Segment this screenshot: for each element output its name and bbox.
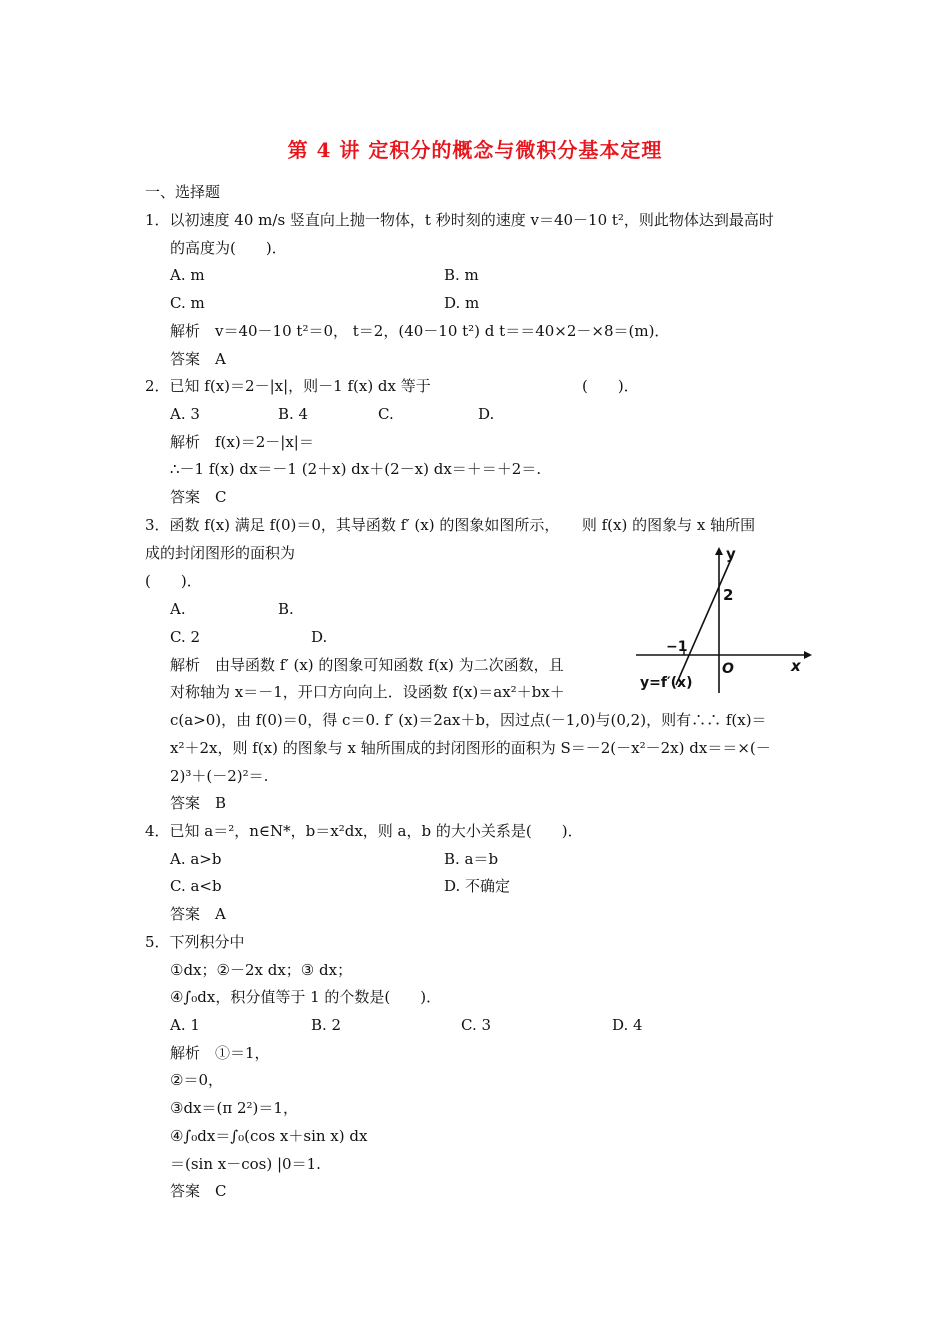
q3-answer: 答案 B [170,794,227,812]
q3-option-d: D. [311,628,328,646]
q4-option-c: C. a<b [170,877,222,895]
q2-answer-paren: ( )． [582,377,639,395]
q5-analysis-line3: ③dx＝(π 2²)＝1， [170,1099,298,1117]
q4-option-a: A. a>b [170,850,222,868]
q1-option-c: C. m [170,294,205,312]
q3-analysis-line3: c(a>0)，由 f(0)＝0，得 c＝0. f′ (x)＝2ax＋b，因过点(－1,0)与(0,2)，则有∴∴ f(x)＝ [170,711,767,729]
curve-label: y=f′(x) [640,675,693,691]
q1-option-a: A. m [170,266,205,284]
q1-analysis: 解析 v＝40－10 t²＝0， t＝2，(40－10 t²) d t＝＝40×2－×8＝(m)． [170,322,670,340]
q5-analysis-line1: 解析 ①＝1， [170,1044,270,1062]
q3-analysis-line2: 对称轴为 x＝－1，开口方向向上．设函数 f(x)＝ax²＋bx＋ [170,683,565,701]
q3-analysis-line1: 解析 由导函数 f′ (x) 的图象可知函数 f(x) 为二次函数，且 [170,656,564,674]
q2-answer: 答案 C [170,488,227,506]
q1-stem-line2: 的高度为( )． [170,239,287,257]
q3-analysis-line5: 2)³＋(－2)²＝. [170,767,269,785]
q1-stem-line1: 1．以初速度 40 m/s 竖直向上抛一物体，t 秒时刻的速度 v＝40－10 t²，则此物体达到最高时 [145,211,774,229]
q2-analysis-line2: ∴－1 f(x) dx＝－1 (2＋x) dx＋(2－x) dx＝＋＝＋2＝. [170,460,542,478]
q5-option-b: B. 2 [311,1016,342,1034]
q4-option-b: B. a＝b [444,850,499,868]
x-intercept-label: −1 [666,639,688,655]
q4-answer: 答案 A [170,905,226,923]
q5-analysis-line4: ④∫₀dx＝∫₀(cos x＋sin x) dx [170,1127,368,1145]
q5-stem-line2: ①dx；②－2x dx；③ dx； [170,961,353,979]
q2-stem: 2．已知 f(x)＝2－|x|，则－1 f(x) dx 等于 [145,377,431,395]
section-heading: 一、选择题 [145,183,221,201]
q3-stem-line1: 3．函数 f(x) 满足 f(0)＝0，其导函数 f′ (x) 的图象如图所示， 则 f(x) 的图象与 x 轴所围 [145,516,756,534]
q5-stem-line1: 5．下列积分中 [145,933,245,951]
q5-option-c: C. 3 [461,1016,492,1034]
q2-option-d: D. [478,405,495,423]
q3-analysis-line4: x²＋2x，则 f(x) 的图象与 x 轴所围成的封闭图形的面积为 S＝－2(－x²－2x) dx＝＝×(－ [170,739,771,757]
q5-stem-line3: ④∫₀dx，积分值等于 1 的个数是( )． [170,988,442,1006]
q3-option-c: C. 2 [170,628,201,646]
q2-option-a: A. 3 [170,405,200,423]
x-axis-arrow [804,651,812,659]
q2-analysis-line1: 解析 f(x)＝2－|x|＝ [170,433,314,451]
y-axis-arrow [715,547,723,555]
q5-answer: 答案 C [170,1182,227,1200]
origin-label: O [722,661,734,677]
q5-analysis-line2: ②＝0， [170,1071,223,1089]
page-title: 第 4 讲 定积分的概念与微积分基本定理 [287,138,663,162]
q5-option-d: D. 4 [612,1016,643,1034]
q3-stem-line2: 成的封闭图形的面积为 [145,544,296,562]
q3-answer-paren: ( )． [145,572,202,590]
y-intercept-label: 2 [723,586,734,604]
q4-stem: 4．已知 a＝²，n∈N*，b＝x²dx，则 a，b 的大小关系是( )． [145,822,583,840]
q3-option-a: A. [170,600,186,618]
q1-option-d: D. m [444,294,480,312]
y-axis-label: y [726,545,736,563]
q5-analysis-line5: ＝(sin x－cos) |0＝1. [170,1155,321,1173]
q1-option-b: B. m [444,266,479,284]
q2-option-b: B. 4 [278,405,309,423]
x-axis-label: x [791,657,801,675]
q1-answer: 答案 A [170,350,226,368]
derivative-graph-figure [636,545,812,695]
q5-option-a: A. 1 [170,1016,200,1034]
q3-option-b: B. [278,600,294,618]
q4-option-d: D. 不确定 [444,877,511,895]
q2-option-c: C. [378,405,394,423]
